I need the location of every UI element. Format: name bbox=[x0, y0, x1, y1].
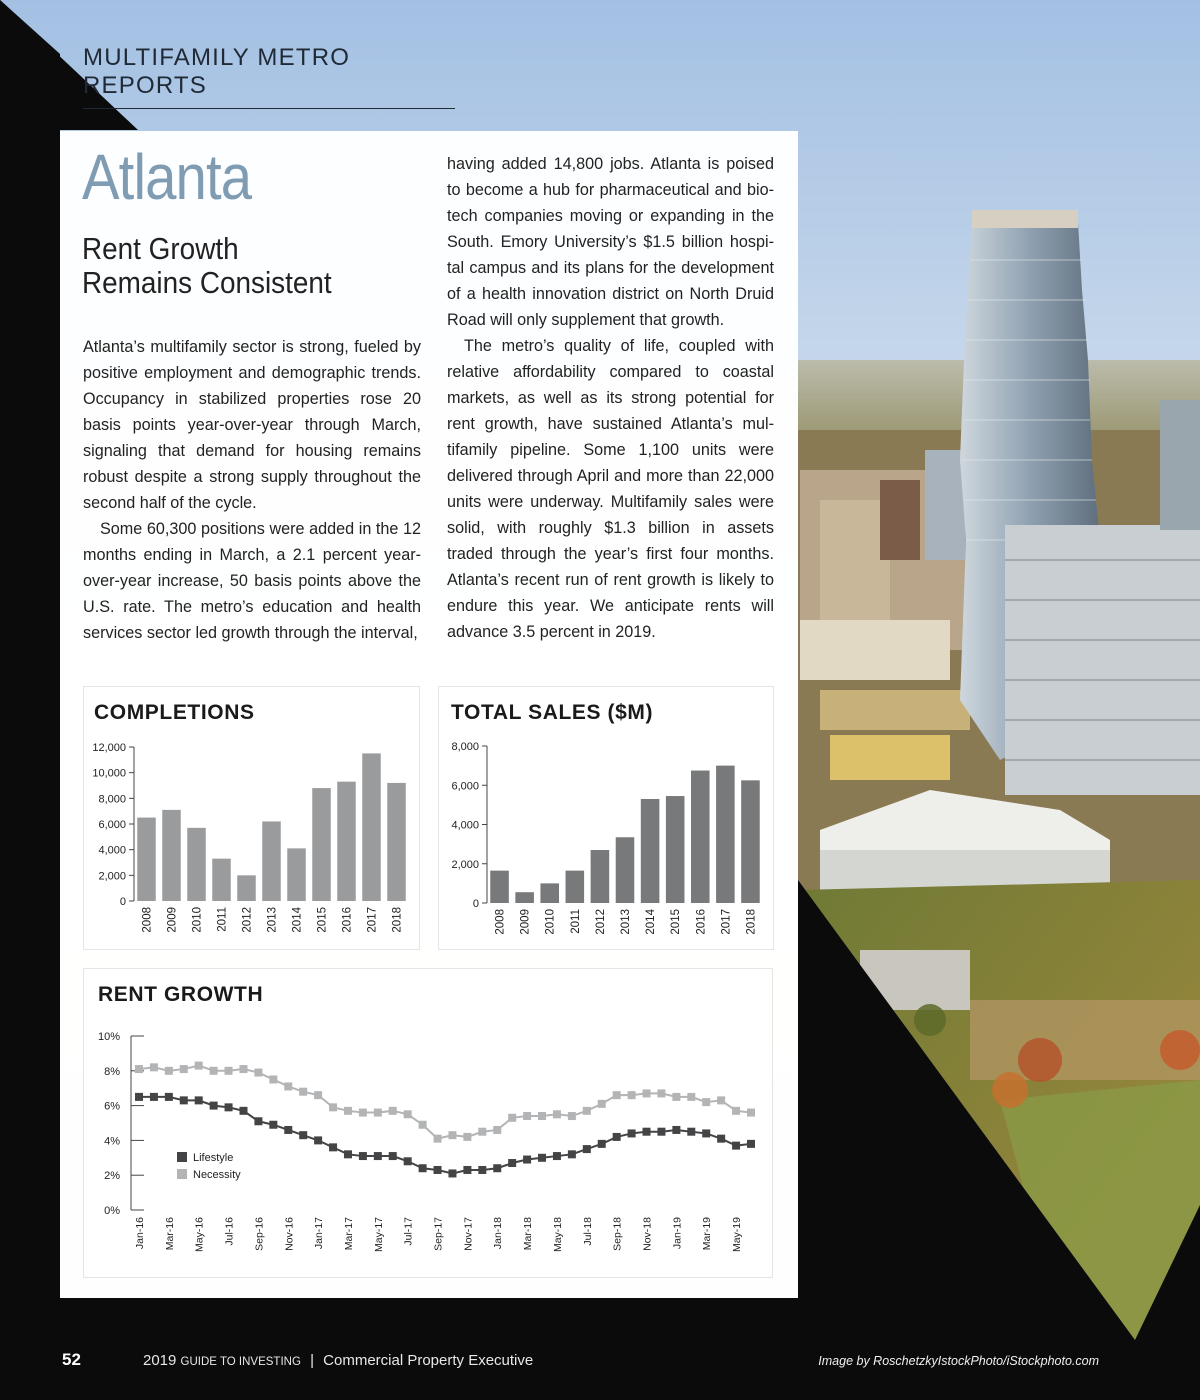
x-tick-label: 2018 bbox=[391, 907, 404, 933]
necessity-point bbox=[225, 1067, 233, 1075]
lifestyle-point bbox=[687, 1128, 695, 1136]
lifestyle-point bbox=[598, 1140, 606, 1148]
necessity-point bbox=[493, 1126, 501, 1134]
lifestyle-point bbox=[284, 1126, 292, 1134]
x-tick-label: Nov-18 bbox=[641, 1217, 654, 1251]
footer-year: 2019 bbox=[143, 1352, 177, 1369]
x-tick-label: Mar-19 bbox=[701, 1217, 714, 1251]
x-tick-label: Jul-17 bbox=[402, 1217, 415, 1246]
x-tick-label: Nov-16 bbox=[283, 1217, 296, 1251]
x-tick-label: Mar-16 bbox=[163, 1217, 176, 1251]
lifestyle-point bbox=[493, 1164, 501, 1172]
necessity-point bbox=[254, 1069, 262, 1077]
y-tick-label: 8% bbox=[104, 1065, 120, 1078]
bar-2008 bbox=[490, 871, 509, 903]
city-title: Atlanta bbox=[82, 141, 252, 213]
necessity-point bbox=[269, 1076, 277, 1084]
rent-growth-chart-plot bbox=[84, 969, 774, 1279]
necessity-point bbox=[314, 1091, 322, 1099]
y-tick-label: 8,000 bbox=[451, 741, 479, 753]
necessity-point bbox=[180, 1065, 188, 1073]
footer-publication bbox=[143, 1352, 533, 1369]
bar-2012 bbox=[237, 875, 256, 901]
necessity-point bbox=[702, 1098, 710, 1106]
bar-2009 bbox=[515, 892, 534, 903]
footer-separator: | bbox=[310, 1352, 314, 1369]
headline-line-2: Remains Consistent bbox=[82, 265, 332, 300]
x-tick-label: 2017 bbox=[720, 909, 733, 935]
x-tick-label: Jan-18 bbox=[492, 1217, 505, 1250]
necessity-point bbox=[448, 1131, 456, 1139]
x-tick-label: Jul-16 bbox=[223, 1217, 236, 1246]
necessity-point bbox=[747, 1109, 755, 1117]
bar-2009 bbox=[162, 810, 181, 901]
completions-chart-plot bbox=[84, 687, 421, 951]
x-tick-label: Mar-17 bbox=[342, 1217, 355, 1251]
x-tick-label: 2009 bbox=[166, 907, 179, 933]
chart-title: COMPLETIONS bbox=[94, 701, 255, 724]
lifestyle-point bbox=[717, 1135, 725, 1143]
y-tick-label: 6,000 bbox=[98, 819, 126, 831]
necessity-point bbox=[299, 1088, 307, 1096]
lifestyle-point bbox=[314, 1136, 322, 1144]
x-tick-label: 2012 bbox=[241, 907, 254, 933]
lifestyle-point bbox=[478, 1166, 486, 1174]
lifestyle-point bbox=[448, 1169, 456, 1177]
article-column-right bbox=[447, 151, 774, 645]
y-tick-label: 2,000 bbox=[98, 870, 126, 883]
necessity-point bbox=[598, 1100, 606, 1108]
lifestyle-point bbox=[165, 1093, 173, 1101]
bar-2016 bbox=[691, 771, 710, 903]
lifestyle-point bbox=[553, 1152, 561, 1160]
x-tick-label: 2013 bbox=[266, 907, 279, 933]
paragraph-2-continued: having added 14,800 jobs. Atlanta is poised to become a hub for pharmaceutical and biotech companies moving or expanding in the South. Emory University’s $1.5 billion hospital campus and its plans for the development of a health innovation district on North Druid Road will only supplement that growth. bbox=[447, 155, 774, 329]
y-tick-label: 10% bbox=[97, 1031, 120, 1043]
lifestyle-point bbox=[210, 1102, 218, 1110]
lifestyle-point bbox=[434, 1166, 442, 1174]
bar-2014 bbox=[641, 799, 660, 903]
x-tick-label: 2018 bbox=[745, 909, 758, 935]
necessity-point bbox=[150, 1063, 158, 1071]
lifestyle-point bbox=[702, 1129, 710, 1137]
headline-line-1: Rent Growth bbox=[82, 231, 239, 266]
necessity-point bbox=[523, 1112, 531, 1120]
lifestyle-point bbox=[538, 1154, 546, 1162]
lifestyle-point bbox=[195, 1096, 203, 1104]
lifestyle-point bbox=[732, 1142, 740, 1150]
legend-swatch-lifestyle bbox=[177, 1152, 187, 1162]
lifestyle-point bbox=[344, 1150, 352, 1158]
necessity-point bbox=[419, 1121, 427, 1129]
footer-guide: GUIDE TO INVESTING bbox=[180, 1356, 301, 1368]
bar-2011 bbox=[566, 871, 585, 903]
lifestyle-point bbox=[389, 1152, 397, 1160]
footer-magazine: Commercial Property Executive bbox=[323, 1352, 534, 1369]
necessity-point bbox=[508, 1114, 516, 1122]
page-number: 52 bbox=[62, 1350, 81, 1369]
bar-2017 bbox=[716, 766, 735, 903]
x-tick-label: Sep-17 bbox=[432, 1217, 445, 1251]
total-sales-chart bbox=[438, 686, 774, 950]
necessity-point bbox=[687, 1093, 695, 1101]
necessity-point bbox=[583, 1107, 591, 1115]
bar-2016 bbox=[337, 782, 356, 901]
x-tick-label: May-18 bbox=[551, 1217, 564, 1253]
x-tick-label: Sep-16 bbox=[253, 1217, 266, 1251]
y-tick-label: 0 bbox=[472, 898, 479, 910]
paragraph-1: Atlanta’s multifamily sector is strong, fueled by positive employment and demographic trends. Occupancy in stabilized properties rose 20 basis points year-over-year through March, signaling that demand for housing remains robust despite a strong supply throughout the second half of the cycle. bbox=[83, 338, 421, 512]
necessity-point bbox=[195, 1062, 203, 1070]
lifestyle-point bbox=[239, 1107, 247, 1115]
x-tick-label: 2014 bbox=[291, 907, 304, 933]
necessity-point bbox=[359, 1109, 367, 1117]
bar-2011 bbox=[212, 859, 231, 901]
headline bbox=[82, 232, 352, 300]
lifestyle-point bbox=[404, 1157, 412, 1165]
x-tick-label: Jan-17 bbox=[313, 1217, 326, 1250]
necessity-point bbox=[478, 1128, 486, 1136]
chart-title: TOTAL SALES ($M) bbox=[451, 701, 654, 724]
x-tick-label: 2008 bbox=[494, 909, 507, 935]
necessity-point bbox=[672, 1093, 680, 1101]
necessity-point bbox=[568, 1112, 576, 1120]
y-tick-label: 2% bbox=[104, 1170, 120, 1183]
paragraph-2: Some 60,300 positions were added in the 12 months ending in March, a 2.1 percent year-over-year increase, 50 basis points above the U.S. rate. The metro’s education and health services sector led growth through the interval, bbox=[83, 520, 421, 642]
section-header: MULTIFAMILY METRO REPORTS bbox=[83, 44, 455, 109]
necessity-point bbox=[717, 1096, 725, 1104]
bar-2010 bbox=[187, 828, 206, 901]
lifestyle-point bbox=[180, 1096, 188, 1104]
y-tick-label: 6% bbox=[104, 1100, 120, 1113]
bar-2013 bbox=[616, 837, 635, 903]
x-tick-label: 2010 bbox=[544, 909, 557, 935]
y-tick-label: 0 bbox=[119, 896, 126, 908]
x-tick-label: 2016 bbox=[341, 907, 354, 933]
lifestyle-point bbox=[150, 1093, 158, 1101]
y-tick-label: 8,000 bbox=[98, 793, 126, 806]
x-tick-label: 2008 bbox=[141, 907, 154, 933]
lifestyle-point bbox=[135, 1093, 143, 1101]
bar-2014 bbox=[287, 848, 306, 901]
lifestyle-point bbox=[254, 1117, 262, 1125]
y-tick-label: 12,000 bbox=[92, 742, 126, 754]
article-column-left bbox=[83, 334, 421, 646]
lifestyle-point bbox=[523, 1156, 531, 1164]
y-tick-label: 6,000 bbox=[451, 780, 479, 793]
x-tick-label: 2011 bbox=[216, 907, 229, 932]
lifestyle-point bbox=[463, 1166, 471, 1174]
bar-2017 bbox=[362, 753, 381, 901]
bar-2015 bbox=[666, 796, 685, 903]
necessity-point bbox=[434, 1135, 442, 1143]
lifestyle-point bbox=[628, 1129, 636, 1137]
lifestyle-point bbox=[672, 1126, 680, 1134]
rent-growth-chart bbox=[83, 968, 773, 1278]
necessity-point bbox=[165, 1067, 173, 1075]
necessity-point bbox=[732, 1107, 740, 1115]
necessity-point bbox=[657, 1089, 665, 1097]
lifestyle-point bbox=[269, 1121, 277, 1129]
lifestyle-point bbox=[419, 1164, 427, 1172]
necessity-point bbox=[239, 1065, 247, 1073]
x-tick-label: 2017 bbox=[366, 907, 379, 933]
necessity-point bbox=[538, 1112, 546, 1120]
x-tick-label: Nov-17 bbox=[462, 1217, 475, 1251]
y-tick-label: 4,000 bbox=[98, 844, 126, 857]
x-tick-label: 2015 bbox=[316, 907, 329, 933]
total-sales-chart-plot bbox=[439, 687, 775, 951]
x-tick-label: May-16 bbox=[193, 1217, 206, 1253]
necessity-point bbox=[329, 1103, 337, 1111]
x-tick-label: May-17 bbox=[372, 1217, 385, 1253]
bar-2015 bbox=[312, 788, 331, 901]
lifestyle-point bbox=[747, 1140, 755, 1148]
y-tick-label: 4% bbox=[104, 1135, 120, 1148]
necessity-point bbox=[135, 1065, 143, 1073]
bar-2008 bbox=[137, 818, 156, 901]
x-tick-label: Jan-16 bbox=[134, 1217, 146, 1250]
bar-2018 bbox=[387, 783, 406, 901]
paragraph-3: The metro’s quality of life, coupled with relative affordability compared to coastal markets, as well as its strong potential for rent growth, have sustained Atlanta’s multifamily pipeline. Some 1,100 units were delivered through April and more than 22,000 units were underway. Multifamily sales were solid, with roughly $1.3 billion in assets traded through the year’s first four months. Atlanta’s recent run of rent growth is likely to endure this year. We anticipate rents will advance 3.5 percent in 2019. bbox=[447, 337, 774, 641]
x-tick-label: 2015 bbox=[670, 909, 683, 935]
x-tick-label: Jan-19 bbox=[671, 1217, 684, 1250]
bar-2010 bbox=[540, 883, 559, 903]
necessity-point bbox=[613, 1091, 621, 1099]
y-tick-label: 10,000 bbox=[92, 767, 126, 780]
necessity-point bbox=[344, 1107, 352, 1115]
necessity-point bbox=[404, 1110, 412, 1118]
lifestyle-point bbox=[613, 1133, 621, 1141]
series-line-necessity bbox=[139, 1066, 751, 1139]
lifestyle-point bbox=[508, 1159, 516, 1167]
necessity-point bbox=[463, 1133, 471, 1141]
legend-swatch-necessity bbox=[177, 1169, 187, 1179]
y-tick-label: 4,000 bbox=[451, 819, 479, 832]
lifestyle-point bbox=[374, 1152, 382, 1160]
necessity-point bbox=[628, 1091, 636, 1099]
legend-label-lifestyle: Lifestyle bbox=[193, 1152, 234, 1164]
x-tick-label: May-19 bbox=[731, 1217, 744, 1253]
lifestyle-point bbox=[299, 1131, 307, 1139]
bar-2013 bbox=[262, 821, 281, 901]
x-tick-label: 2010 bbox=[191, 907, 204, 933]
chart-title: RENT GROWTH bbox=[98, 983, 264, 1006]
necessity-point bbox=[643, 1089, 651, 1097]
x-tick-label: Sep-18 bbox=[611, 1217, 624, 1251]
x-tick-label: 2009 bbox=[519, 909, 532, 935]
lifestyle-point bbox=[359, 1152, 367, 1160]
necessity-point bbox=[389, 1107, 397, 1115]
x-tick-label: 2014 bbox=[645, 909, 658, 935]
necessity-point bbox=[553, 1110, 561, 1118]
bar-2018 bbox=[741, 780, 760, 903]
lifestyle-point bbox=[643, 1128, 651, 1136]
y-tick-label: 2,000 bbox=[451, 858, 479, 871]
x-tick-label: Jul-18 bbox=[581, 1217, 594, 1246]
lifestyle-point bbox=[583, 1145, 591, 1153]
y-tick-label: 0% bbox=[104, 1205, 120, 1217]
x-tick-label: 2012 bbox=[594, 909, 607, 935]
necessity-point bbox=[374, 1109, 382, 1117]
x-tick-label: 2016 bbox=[695, 909, 708, 935]
lifestyle-point bbox=[329, 1143, 337, 1151]
necessity-point bbox=[284, 1082, 292, 1090]
lifestyle-point bbox=[225, 1103, 233, 1111]
photo-credit: Image by RoschetzkyIstockPhoto/iStockphoto.com bbox=[818, 1354, 1099, 1368]
completions-chart bbox=[83, 686, 420, 950]
x-tick-label: Mar-18 bbox=[522, 1217, 535, 1251]
x-tick-label: 2013 bbox=[620, 909, 632, 935]
legend-label-necessity: Necessity bbox=[193, 1169, 241, 1181]
lifestyle-point bbox=[568, 1150, 576, 1158]
x-tick-label: 2011 bbox=[569, 909, 582, 934]
bar-2012 bbox=[591, 850, 610, 903]
necessity-point bbox=[210, 1067, 218, 1075]
lifestyle-point bbox=[657, 1128, 665, 1136]
